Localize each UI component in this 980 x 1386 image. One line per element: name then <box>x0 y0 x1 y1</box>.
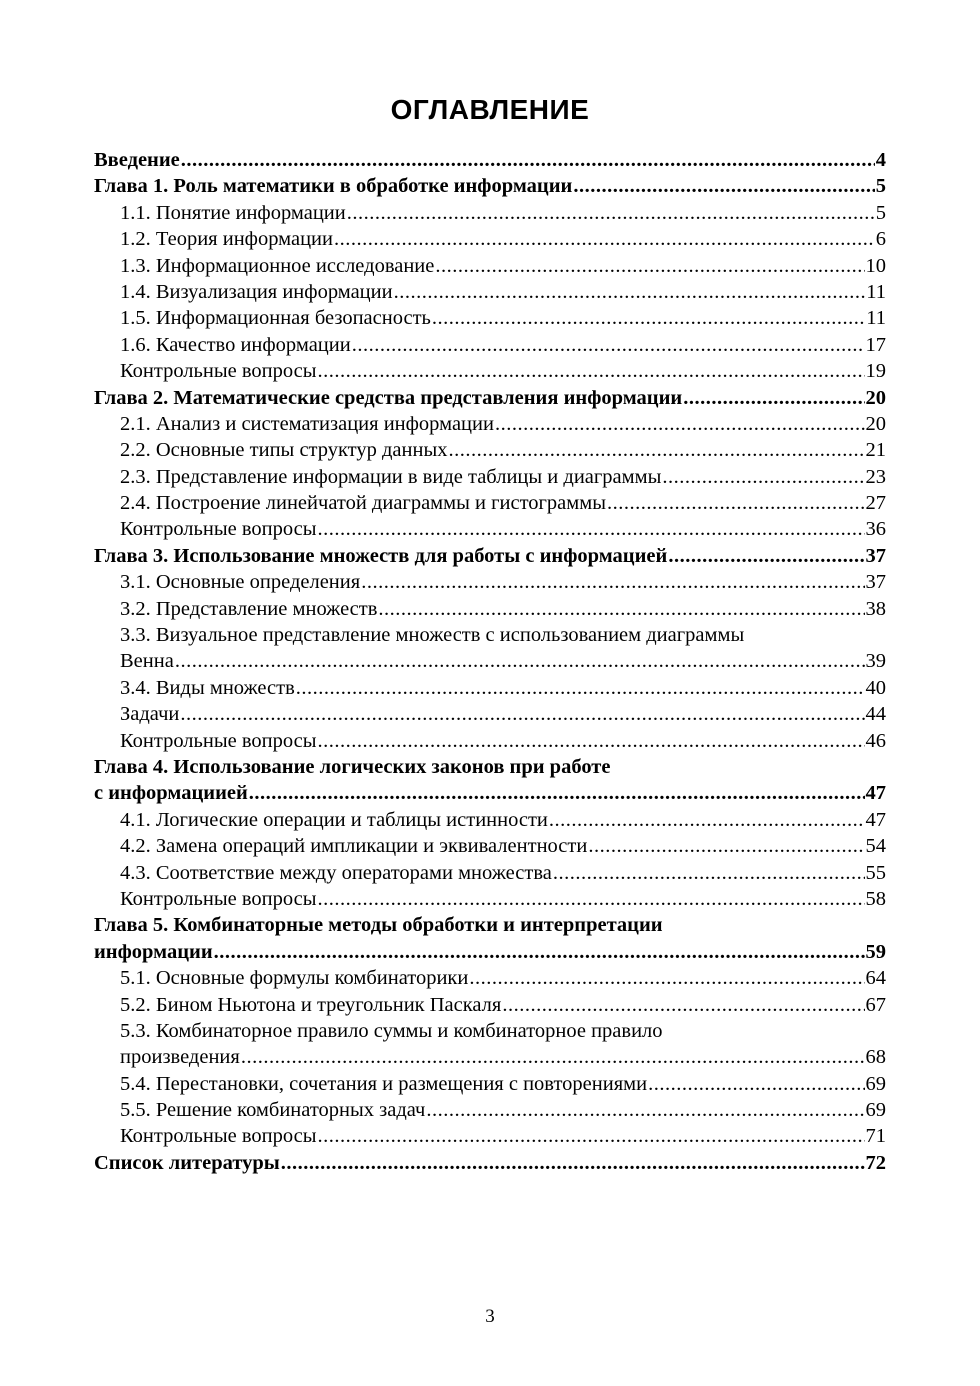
dot-leader <box>281 1150 865 1176</box>
toc-entry-text: Глава 1. Роль математики в обработке информации <box>94 175 573 198</box>
dot-leader <box>181 147 875 173</box>
toc-entry-page: 39 <box>865 650 886 673</box>
dot-leader <box>318 728 865 754</box>
toc-entry-section <box>94 1097 886 1123</box>
toc-entry-page: 69 <box>865 1072 886 1095</box>
dot-leader <box>378 596 864 622</box>
toc-entry-section <box>94 569 886 595</box>
toc-entry-text: 3.2. Представление множеств <box>120 597 378 620</box>
dot-leader <box>361 569 864 595</box>
toc-entry-bibliography <box>94 1150 886 1176</box>
toc-entry-page: 72 <box>865 1151 886 1174</box>
page-number: 3 <box>485 1306 495 1327</box>
toc-entry-section-line1 <box>94 622 886 648</box>
toc-entry-page: 11 <box>866 307 886 330</box>
page-title: ОГЛАВЛЕНИЕ <box>390 94 590 125</box>
dot-leader <box>318 358 865 384</box>
toc-entry-text: 4.3. Соответствие между операторами множества <box>120 861 552 884</box>
dot-leader <box>588 833 864 859</box>
toc-entry-page: 68 <box>865 1046 886 1069</box>
toc-entry-text: Венна <box>120 650 174 673</box>
toc-entry-chapter-4-line1 <box>94 754 886 780</box>
dot-leader <box>180 701 864 727</box>
toc-entry-intro <box>94 147 886 173</box>
toc-entry-page: 40 <box>865 676 886 699</box>
toc-entry-text: 1.3. Информационное исследование <box>120 254 435 277</box>
toc-entry-section <box>94 200 886 226</box>
toc-entry-section <box>94 992 886 1018</box>
toc-entry-text: 1.6. Качество информации <box>120 333 351 356</box>
toc-entry-page: 44 <box>865 703 886 726</box>
toc-entry-page: 38 <box>865 597 886 620</box>
toc-entry-page: 11 <box>866 280 886 303</box>
dot-leader <box>318 1123 865 1149</box>
dot-leader <box>249 780 865 806</box>
toc-entry-section-line2 <box>94 648 886 674</box>
dot-leader <box>607 490 864 516</box>
toc-entry-page: 27 <box>865 492 886 515</box>
toc-entry-text: 5.3. Комбинаторное правило суммы и комбинаторное правило <box>120 1019 663 1042</box>
toc-entry-page: 47 <box>865 808 886 831</box>
dot-leader <box>214 939 865 965</box>
toc-entry-text: 5.5. Решение комбинаторных задач <box>120 1099 426 1122</box>
toc-entry-page: 19 <box>865 360 886 383</box>
toc-entry-section <box>94 332 886 358</box>
toc-entry-section <box>94 226 886 252</box>
toc-entry-section <box>94 490 886 516</box>
toc-entry-text: с информациией <box>94 782 248 805</box>
toc-entry-text: 2.1. Анализ и систематизация информации <box>120 412 494 435</box>
toc-entry-section <box>94 807 886 833</box>
toc-entry-page: 37 <box>865 544 886 567</box>
toc-entry-text: Глава 2. Математические средства представления информации <box>94 386 683 409</box>
toc-entry-text: 4.2. Замена операций импликации и эквивалентности <box>120 835 588 858</box>
toc-entry-page: 46 <box>865 729 886 752</box>
dot-leader <box>502 992 864 1018</box>
toc-entry-section <box>94 965 886 991</box>
toc-entry-chapter-2 <box>94 385 886 411</box>
toc-entry-section-line2 <box>94 1044 886 1070</box>
toc-entry-page: 64 <box>865 967 886 990</box>
toc-entry-page: 5 <box>875 175 886 198</box>
toc-entry-text: 5.2. Бином Ньютона и треугольник Паскаля <box>120 993 502 1016</box>
dot-leader <box>662 464 864 490</box>
dot-leader <box>334 226 875 252</box>
toc-entry-text: Введение <box>94 149 180 171</box>
toc-entry-chapter-3 <box>94 543 886 569</box>
dot-leader <box>318 516 865 542</box>
toc-entry-page: 36 <box>865 518 886 541</box>
dot-leader <box>573 173 874 199</box>
toc-entry-section <box>94 305 886 331</box>
toc-entry-section <box>94 1071 886 1097</box>
dot-leader <box>683 385 864 411</box>
dot-leader <box>435 253 864 279</box>
toc-entry-text: 5.4. Перестановки, сочетания и размещения с повторениями <box>120 1072 648 1095</box>
toc-entry-text: Глава 3. Использование множеств для работы с информацией <box>94 544 668 567</box>
toc-entry-section <box>94 1123 886 1149</box>
toc-entry-text: Контрольные вопросы <box>120 1125 317 1148</box>
toc-entry-chapter-5-line1 <box>94 912 886 938</box>
dot-leader <box>394 279 866 305</box>
toc-entry-text: Контрольные вопросы <box>120 360 317 383</box>
toc-entry-section <box>94 728 886 754</box>
toc-entry-page: 55 <box>865 861 886 884</box>
toc-entry-text: 3.4. Виды множеств <box>120 676 295 699</box>
toc-entry-page: 10 <box>865 254 886 277</box>
toc-entry-page: 23 <box>865 465 886 488</box>
dot-leader <box>352 332 865 358</box>
toc-entry-text: Глава 5. Комбинаторные методы обработки и интерпретации <box>94 914 663 937</box>
toc-entry-text: Контрольные вопросы <box>120 729 317 752</box>
toc-entry-section <box>94 833 886 859</box>
dot-leader <box>549 807 865 833</box>
toc-entry-text: 2.2. Основные типы структур данных <box>120 439 448 462</box>
toc-entry-text: произведения <box>120 1046 240 1069</box>
toc-entry-section <box>94 279 886 305</box>
toc-entry-text: Задачи <box>120 703 180 726</box>
toc-entry-section <box>94 596 886 622</box>
toc-entry-section <box>94 411 886 437</box>
toc-entry-text: 2.3. Представление информации в виде таблицы и диаграммы <box>120 465 662 488</box>
table-of-contents <box>94 147 886 1176</box>
toc-entry-page: 37 <box>865 571 886 594</box>
dot-leader <box>318 886 865 912</box>
toc-entry-page: 20 <box>865 386 886 409</box>
toc-entry-text: Список литературы <box>94 1151 280 1174</box>
toc-entry-section <box>94 253 886 279</box>
toc-entry-page: 58 <box>865 887 886 910</box>
toc-entry-page: 20 <box>865 412 886 435</box>
dot-leader <box>296 675 865 701</box>
toc-entry-text: 3.1. Основные определения <box>120 571 361 594</box>
dot-leader <box>495 411 865 437</box>
dot-leader <box>648 1071 864 1097</box>
toc-entry-section-line1 <box>94 1018 886 1044</box>
toc-entry-text: Контрольные вопросы <box>120 518 317 541</box>
toc-entry-page: 17 <box>865 333 886 356</box>
toc-entry-text: 3.3. Визуальное представление множеств с использованием диаграммы <box>120 624 745 647</box>
dot-leader <box>432 305 865 331</box>
dot-leader <box>426 1097 864 1123</box>
toc-entry-text: 1.5. Информационная безопасность <box>120 307 431 330</box>
toc-entry-text: 1.2. Теория информации <box>120 228 333 251</box>
dot-leader <box>175 648 865 674</box>
dot-leader <box>668 543 864 569</box>
dot-leader <box>347 200 875 226</box>
toc-entry-page: 4 <box>875 149 886 171</box>
dot-leader <box>553 860 865 886</box>
toc-entry-page: 5 <box>875 201 886 224</box>
toc-entry-section <box>94 701 886 727</box>
toc-entry-text: 1.4. Визуализация информации <box>120 280 393 303</box>
toc-entry-section <box>94 886 886 912</box>
toc-entry-chapter-5-line2 <box>94 939 886 965</box>
toc-entry-page: 69 <box>865 1099 886 1122</box>
toc-entry-page: 47 <box>865 782 886 805</box>
toc-entry-section <box>94 860 886 886</box>
toc-entry-page: 6 <box>875 228 886 251</box>
dot-leader <box>448 437 864 463</box>
toc-entry-text: 5.1. Основные формулы комбинаторики <box>120 967 469 990</box>
toc-entry-section <box>94 675 886 701</box>
toc-entry-text: 1.1. Понятие информации <box>120 201 346 224</box>
toc-entry-text: 4.1. Логические операции и таблицы истинности <box>120 808 548 831</box>
toc-entry-text: Контрольные вопросы <box>120 887 317 910</box>
toc-entry-page: 59 <box>865 940 886 963</box>
dot-leader <box>241 1044 865 1070</box>
toc-entry-section <box>94 464 886 490</box>
toc-entry-page: 21 <box>865 439 886 462</box>
toc-entry-section <box>94 358 886 384</box>
toc-entry-chapter-1 <box>94 173 886 199</box>
toc-entry-section <box>94 437 886 463</box>
toc-entry-text: 2.4. Построение линейчатой диаграммы и гистограммы <box>120 492 607 515</box>
toc-entry-chapter-4-line2 <box>94 780 886 806</box>
toc-entry-text: Глава 4. Использование логических законов при работе <box>94 755 611 778</box>
toc-entry-page: 67 <box>865 993 886 1016</box>
toc-entry-section <box>94 516 886 542</box>
toc-entry-text: информации <box>94 940 213 963</box>
toc-entry-page: 54 <box>865 835 886 858</box>
toc-entry-page: 71 <box>865 1125 886 1148</box>
dot-leader <box>469 965 864 991</box>
